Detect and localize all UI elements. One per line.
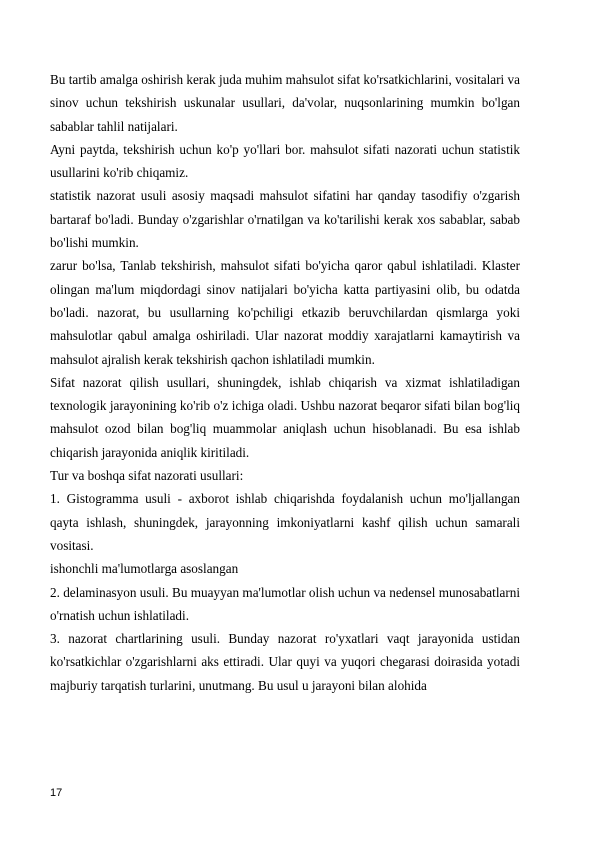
paragraph-10: 3. nazorat chartlarining usuli. Bunday nazorat ro'yxatlari vaqt jarayonida ustidan ko'rsatkichlar o'zgarishlarni aks ettiradi. Ular quyi va yuqori chegarasi doirasida yotadi majburiy tarqatish turlarini, unutmang. Bu usul u jarayoni bilan alohida [50, 631, 520, 693]
body-text [50, 68, 520, 697]
paragraph-1: Bu tartib amalga oshirish kerak juda muhim mahsulot sifat ko'rsatkichlarini, vositalari va sinov uchun tekshirish uskunalar usullari, da'volar, nuqsonlarining mumkin bo'lgan sabablar tahlil natijalari. [50, 72, 520, 134]
paragraph-8: ishonchli ma'lumotlarga asoslangan [50, 561, 239, 577]
paragraph-3: statistik nazorat usuli asosiy maqsadi mahsulot sifatini har qanday tasodifiy o'zgarish bartaraf bo'ladi. Bunday o'zgarishlar o'rnatilgan va ko'tarilishi kerak xos sabablar, sabab bo'lishi mumkin. [50, 188, 520, 251]
page-number: 17 [50, 787, 63, 799]
paragraph-6: Tur va boshqa sifat nazorati usullari: [50, 468, 244, 484]
paragraph-7: 1. Gistogramma usuli - axborot ishlab chiqarishda foydalanish uchun mo'ljallangan qayta ishlash, shuningdek, jarayonning imkoniyatlarni kashf qilish uchun samarali vositasi. [50, 491, 520, 553]
paragraph-4: zarur bo'lsa, Tanlab tekshirish, mahsulot sifati bo'yicha qaror qabul ishlatiladi. Klaster olingan ma'lum miqdordagi sinov natijalari bo'yicha katta partiyasini olib, bu odatda bo'ladi. nazorat, bu usullarning ko'pchiligi etkazib beruvchilardan qismlarga yoki mahsulotlar qabul amalga oshiriladi. Ular nazorat moddiy xarajatlarni kamaytirish va mahsulot ajralish kerak tekshirish qachon ishlatiladi mumkin. [50, 258, 520, 367]
paragraph-5: Sifat nazorat qilish usullari, shuningdek, ishlab chiqarish va xizmat ishlatiladigan texnologik jarayonining ko'rib o'z ichiga oladi. Ushbu nazorat beqaror sifati bilan bog'liq mahsulot ozod bilan bog'liq muammolar aniqlash uchun hisoblanadi. Bu esa ishlab chiqarish jarayonida aniqlik kiritiladi. [50, 374, 520, 460]
paragraph-9: 2. delaminasyon usuli. Bu muayyan ma'lumotlar olish uchun va nedensel munosabatlarni o'rnatish uchun ishlatiladi. [50, 584, 520, 623]
paragraph-2: Ayni paytda, tekshirish uchun ko'p yo'llari bor. mahsulot sifati nazorati uchun statistik usullarini ko'rib chiqamiz. [50, 141, 520, 181]
